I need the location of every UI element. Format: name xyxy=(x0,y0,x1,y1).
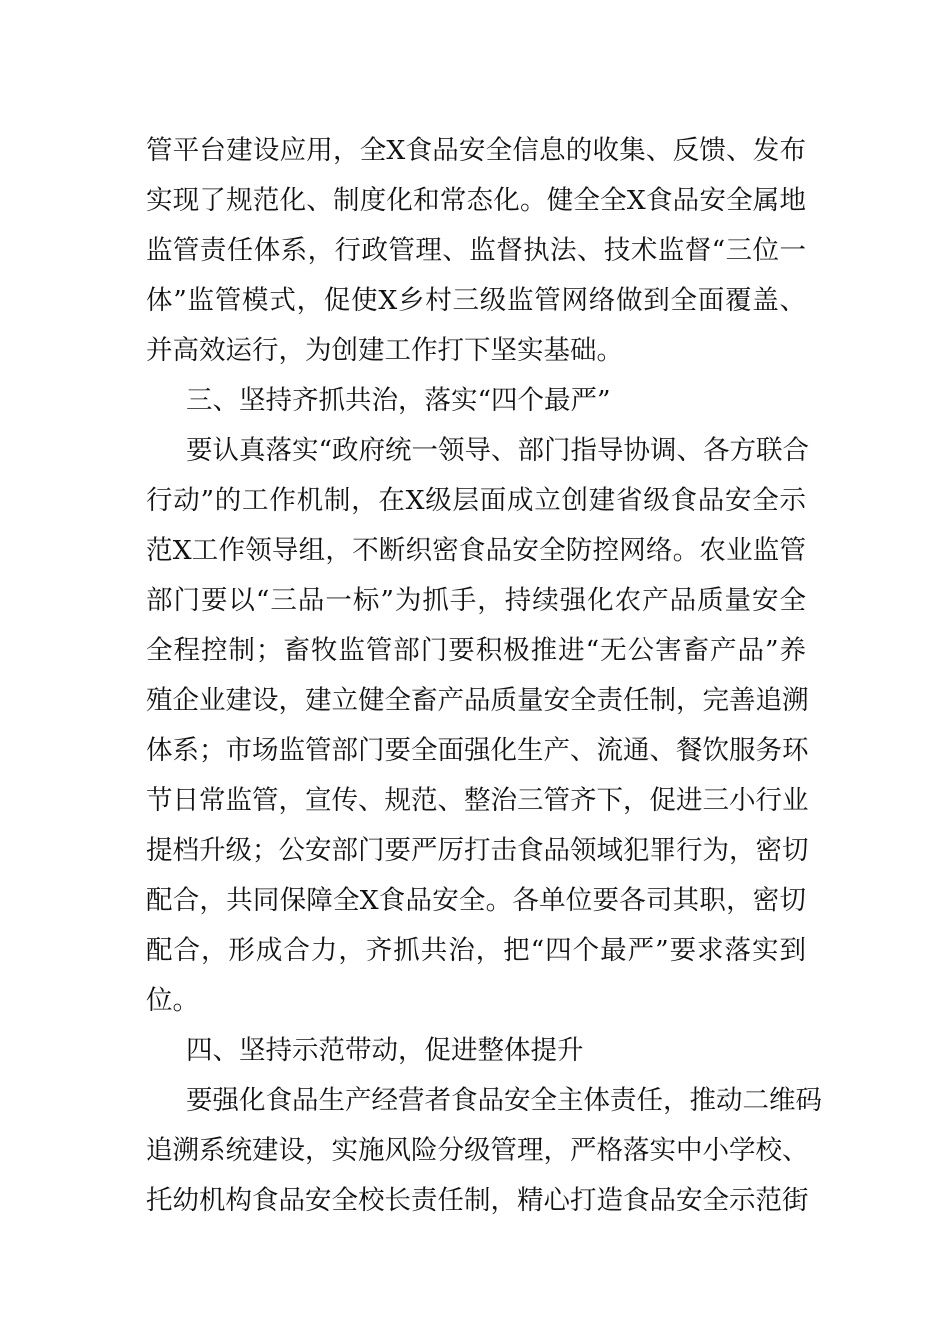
paragraph-line: 监管责任体系，行政管理、监督执法、技术监督“三位一 xyxy=(146,235,806,266)
paragraph-line: 托幼机构食品安全校长责任制，精心打造食品安全示范街 xyxy=(146,1185,809,1216)
section-heading: 四、坚持示范带动，促进整体提升 xyxy=(186,1035,584,1066)
paragraph-line: 配合，共同保障全X食品安全。各单位要各司其职，密切 xyxy=(146,885,806,916)
paragraph-line: 体”监管模式，促使X乡村三级监管网络做到全面覆盖、 xyxy=(146,285,806,316)
paragraph-line: 全程控制；畜牧监管部门要积极推进“无公害畜产品”养 xyxy=(146,635,806,666)
paragraph-line: 配合，形成合力，齐抓共治，把“四个最严”要求落实到 xyxy=(146,935,806,966)
paragraph-line: 要认真落实“政府统一领导、部门指导协调、各方联合 xyxy=(186,435,810,466)
paragraph-line: 部门要以“三品一标”为抓手，持续强化农产品质量安全 xyxy=(146,585,806,616)
paragraph-line: 殖企业建设，建立健全畜产品质量安全责任制，完善追溯 xyxy=(146,685,809,716)
paragraph-line: 并高效运行，为创建工作打下坚实基础。 xyxy=(146,335,623,366)
paragraph-line: 行动”的工作机制，在X级层面成立创建省级食品安全示 xyxy=(146,485,806,516)
paragraph-line: 管平台建设应用，全X食品安全信息的收集、反馈、发布 xyxy=(146,135,806,166)
paragraph-line: 节日常监管，宣传、规范、整治三管齐下，促进三小行业 xyxy=(146,785,809,816)
paragraph-line: 范X工作领导组，不断织密食品安全防控网络。农业监管 xyxy=(146,535,806,566)
paragraph-line: 要强化食品生产经营者食品安全主体责任，推动二维码 xyxy=(186,1085,822,1116)
section-heading: 三、坚持齐抓共治，落实“四个最严” xyxy=(186,385,611,416)
paragraph-line: 体系；市场监管部门要全面强化生产、流通、餐饮服务环 xyxy=(146,735,809,766)
paragraph-line: 追溯系统建设，实施风险分级管理，严格落实中小学校、 xyxy=(146,1135,809,1166)
paragraph-line: 提档升级；公安部门要严厉打击食品领域犯罪行为，密切 xyxy=(146,835,809,866)
paragraph-line: 实现了规范化、制度化和常态化。健全全X食品安全属地 xyxy=(146,185,806,216)
paragraph-line: 位。 xyxy=(146,985,199,1016)
